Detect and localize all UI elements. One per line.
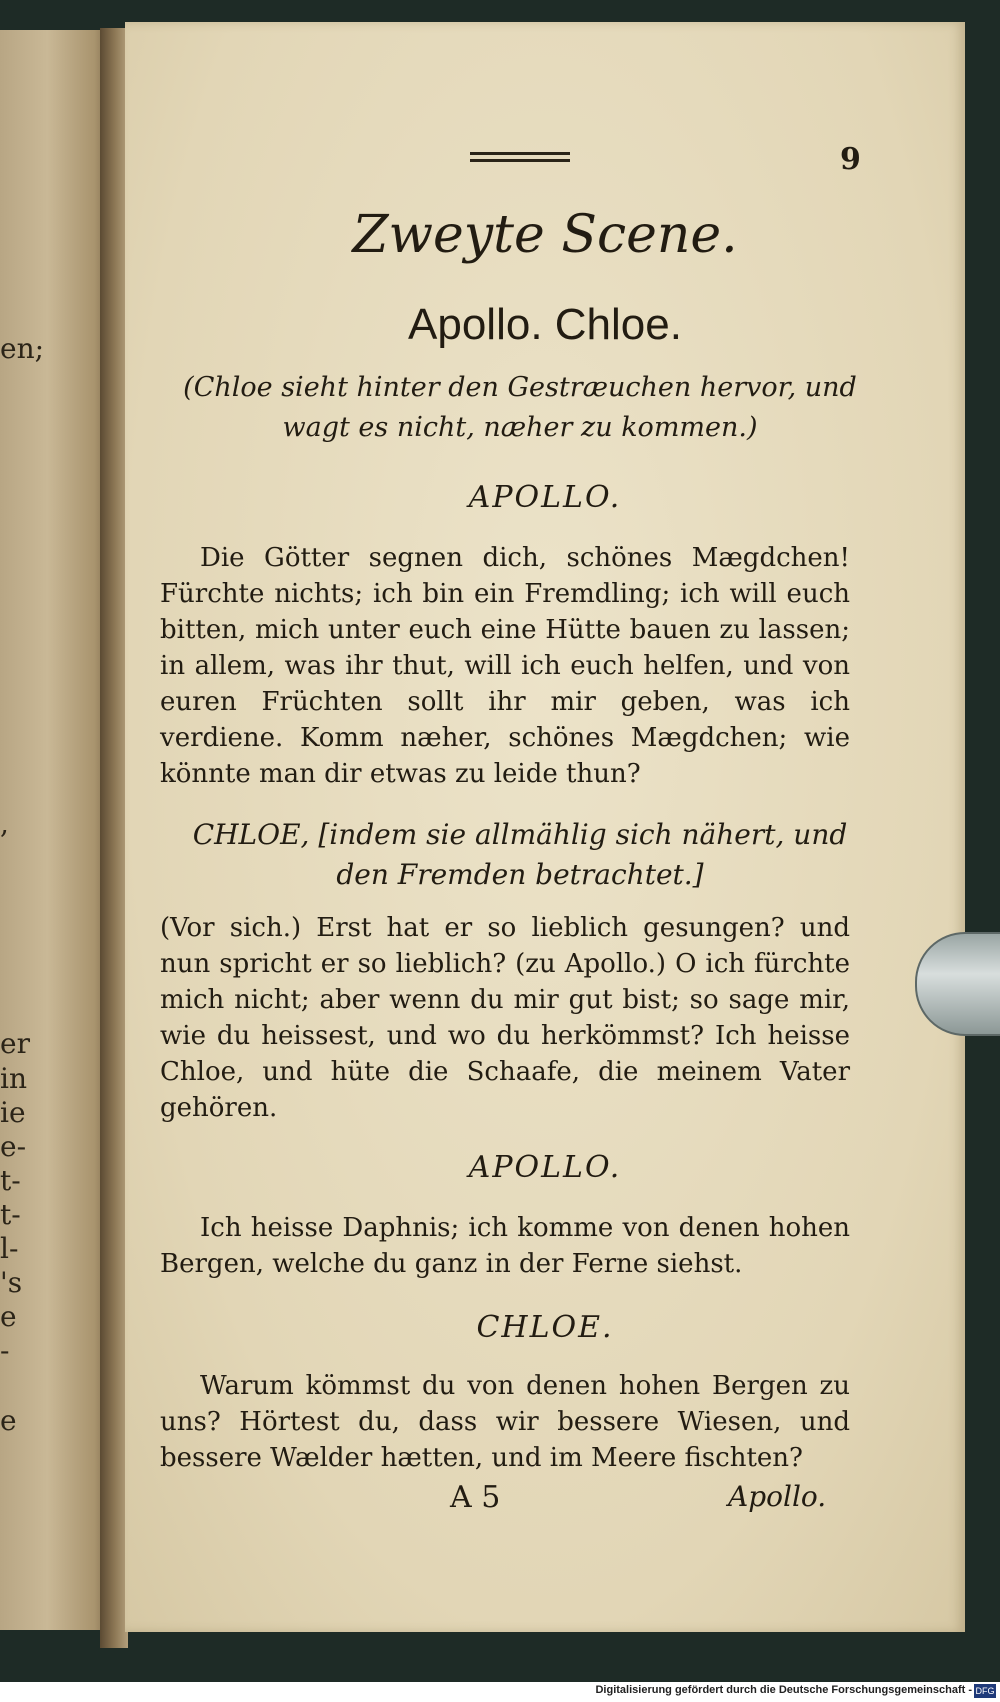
left-margin-fragment: e [0,1404,17,1437]
dialogue-paragraph: Warum kömmst du von denen hohen Bergen zu uns? Hörtest du, dass wir bessere Wiesen, und bessere Wælder hætten, und im Meere fischten? [160,1371,850,1473]
left-margin-fragment: e [0,1300,17,1333]
dialogue-paragraph: (Vor sich.) Erst hat er so lieblich gesungen? und nun spricht er so lieblich? (zu Apollo.) O ich fürchte mich nicht; aber wenn du mir gut bist; so sage mir, wie du heissest, und wo du herkömmst? Ich heisse Chloe, und hüte die Schaafe, die meinem Vater gehören. [160,913,850,1123]
catchword: Apollo. [728,1480,827,1513]
book-spine [100,28,128,1648]
left-margin-fragment: - [0,1334,10,1367]
left-margin-fragment: t- [0,1164,21,1197]
credit-bar [0,1682,1000,1702]
left-margin-fragment: in [0,1062,27,1095]
page-number: 9 [840,142,861,177]
signature-mark: A 5 [450,1480,501,1515]
left-margin-fragment: e- [0,1130,27,1163]
dialogue-paragraph: Ich heisse Daphnis; ich komme von denen hohen Bergen, welche du ganz in der Ferne siehst. [160,1213,850,1279]
left-margin-fragment: ie [0,1096,26,1129]
header-ornament-rule [470,152,570,168]
left-margin-fragment: en; [0,332,45,365]
scene-title: Zweyte Scene. [352,205,738,265]
dfg-logo: DFG [975,1686,995,1696]
page-clip [915,932,1000,1036]
left-margin-fragment: l- [0,1232,19,1265]
speaker-label: APOLLO. [468,1150,622,1185]
stage-direction: (Chloe sieht hinter den Gestræuchen hervor, und wagt es nicht, næher zu kommen.) [183,372,857,443]
dialogue-paragraph: Die Götter segnen dich, schönes Mægdchen! Fürchte nichts; ich bin ein Fremdling; ich will euch bitten, mich unter euch eine Hütte bauen zu lassen; in allem, was ihr thut, will ich euch helfen, und von euren Früchten sollt ihr mir geben, was ich verdiene. Komm næher, schönes Mægdchen; wie könnte man dir etwas zu leide thun? [160,543,850,789]
speaker-label: CHLOE, [indem sie allmählig sich nähert, und den Fremden betrachtet.] [192,818,848,891]
speaker-label: APOLLO. [468,480,622,515]
left-margin-fragment: er [0,1027,30,1060]
credit-text: Digitalisierung gefördert durch die Deutsche Forschungsgemeinschaft - [595,1684,972,1696]
left-margin-fragment: 's [0,1266,23,1299]
left-margin-fragment: , [0,807,9,840]
scene-characters: Apollo. Chloe. [408,300,682,349]
left-margin-fragment: t- [0,1198,21,1231]
speaker-label: CHLOE. [476,1310,614,1345]
